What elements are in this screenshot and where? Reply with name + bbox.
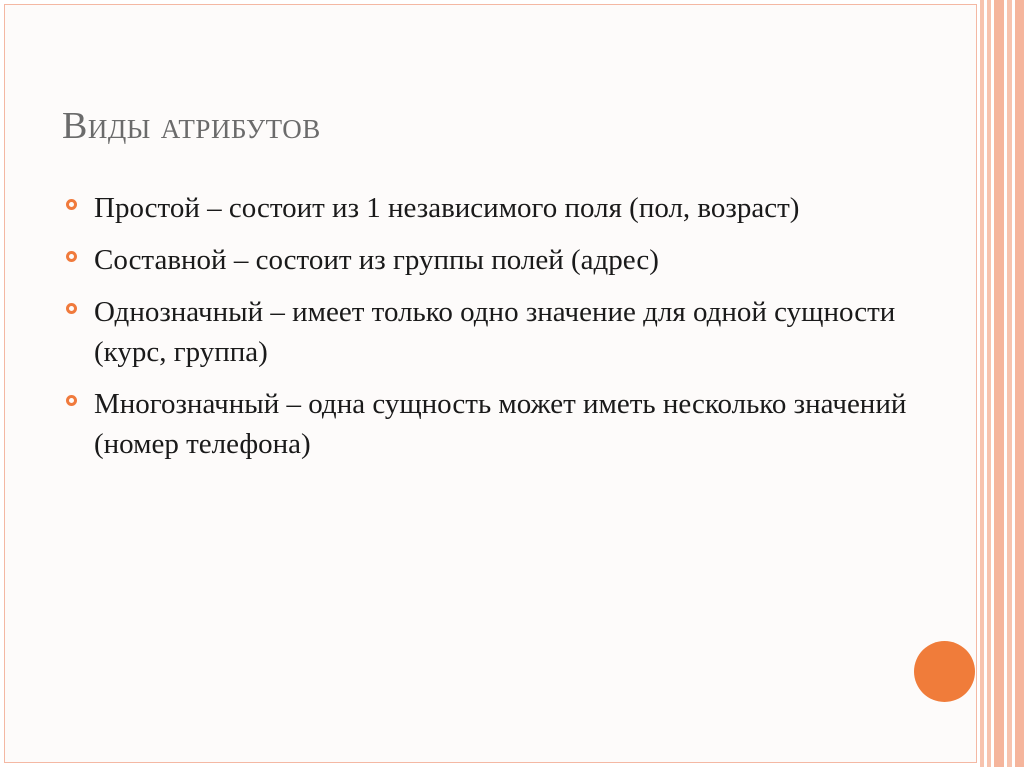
bullet-text: Простой – состоит из 1 независимого поля (пол, возраст) (94, 192, 800, 224)
decorative-stripe (1015, 0, 1024, 767)
bullet-text: Однозначный – имеет только одно значение для одной сущности (курс, группа) (94, 296, 896, 368)
bullet-circle-icon (66, 303, 77, 314)
bullet-circle-icon (66, 251, 77, 262)
bullet-text: Составной – состоит из группы полей (адрес) (94, 244, 659, 276)
bullet-item (62, 292, 922, 372)
decorative-stripe (980, 0, 984, 767)
orange-circle-decoration (914, 641, 975, 702)
decorative-stripe (994, 0, 1004, 767)
bullet-circle-icon (66, 395, 77, 406)
slide-title: Виды атрибутов (62, 105, 321, 147)
bullet-text: Многозначный – одна сущность может иметь несколько значений (номер телефона) (94, 388, 907, 460)
bullet-item (62, 384, 922, 464)
bullet-circle-icon (66, 199, 77, 210)
bullet-item (62, 188, 922, 228)
bullet-item (62, 240, 922, 280)
bullet-list (62, 188, 922, 476)
decorative-stripe (1007, 0, 1012, 767)
decorative-stripe (987, 0, 991, 767)
